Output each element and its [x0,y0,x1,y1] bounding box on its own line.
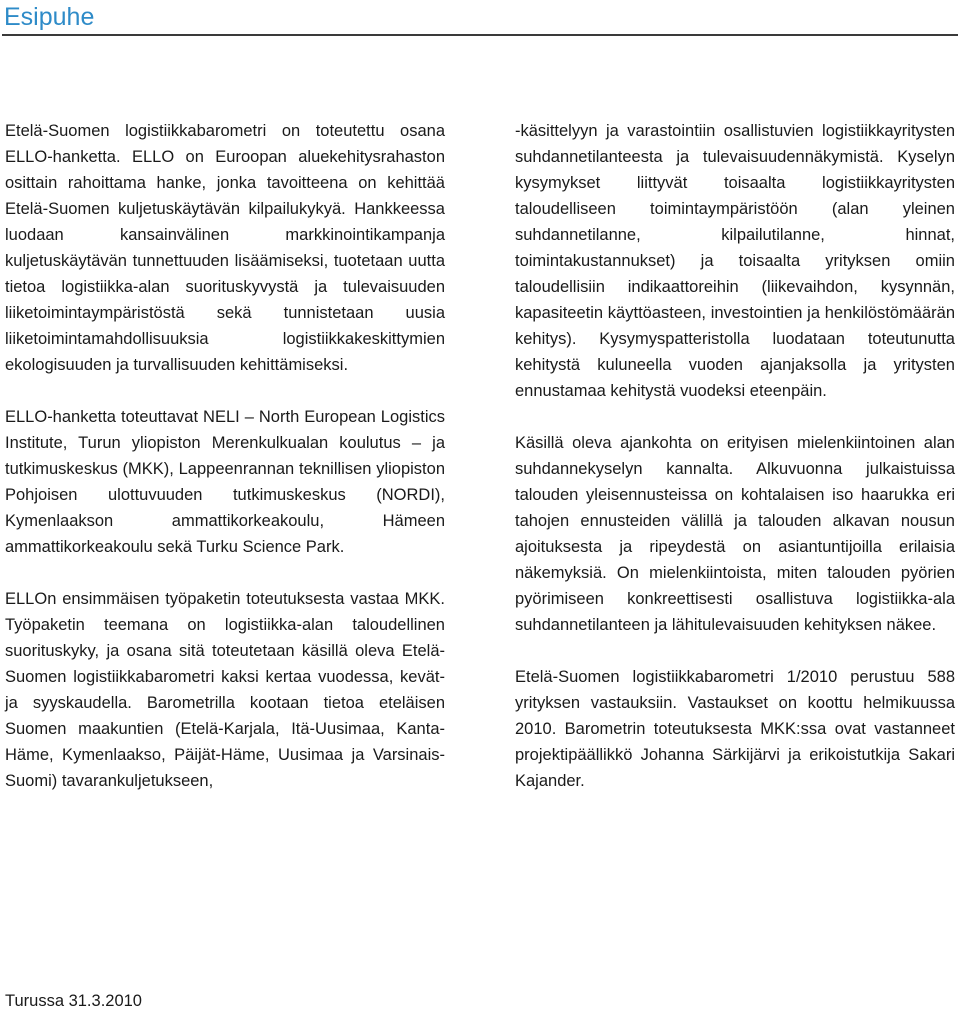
paragraph-survey-content: -käsittelyyn ja varastointiin osallistuvien logistiikkayritysten suhdannetilanteesta ja tulevaisuudennäkymistä. Kyselyn kysymykset liittyvät toisaalta logistiikkayritysten taloudelliseen toimintaympäristöön (alan yleinen suhdannetilanne, kilpailutilanne, hinnat, toimintakustannukset) ja toisaalta yrityksen omiin taloudellisiin indikaattoreihin (liikevaihdon, kysynnän, kapasiteetin käyttöasteen, investointien ja henkilöstömäärän kehitys). Kysymyspatteristolla luodataan toteutunutta kehitystä kuluneella vuoden ajanjaksolla ja yritysten ennustamaa kehitystä vuodeksi eteenpäin. [515,122,955,400]
paragraph-ello-intro: Etelä-Suomen logistiikkabarometri on toteutettu osana ELLO-hanketta. ELLO on Euroopan aluekehitysrahaston osittain rahoittama hanke, jonka tavoitteena on kehittää Etelä-Suomen kuljetuskäytävän kilpailukykyä. Hankkeessa luodaan kansainvälinen markkinointikampanja kuljetuskäytävän tunnettuuden lisäämiseksi, tuotetaan uutta tietoa logistiikka-alan suorituskyvystä ja tulevaisuuden liiketoimintaympäristöstä sekä tunnistetaan uusia liiketoimintamahdollisuuksia logistiikkakeskittymien ekologisuuden ja turvallisuuden kehittämiseksi. [5,122,445,374]
left-column [5,118,445,794]
right-column [515,118,955,794]
paragraph-first-workpackage: ELLOn ensimmäisen työpaketin toteutuksesta vastaa MKK. Työpaketin teemana on logistiikka-alan taloudellinen suorituskyky, ja osana sitä toteutetaan käsillä oleva Etelä-Suomen logistiikkabarometri kaksi kertaa vuodessa, kevät- ja syyskaudella. Barometrilla kootaan tietoa eteläisen Suomen maakuntien (Etelä-Karjala, Itä-Uusimaa, Kanta-Häme, Kymenlaakso, Päijät-Häme, Uusimaa ja Varsinais-Suomi) tavarankuljetukseen, [5,590,445,790]
paragraph-current-timing: Käsillä oleva ajankohta on erityisen mielenkiintoinen alan suhdannekyselyn kannalta. Alkuvuonna julkaistuissa talouden yleisennusteissa on kohtalaisen iso haarukka eri tahojen ennusteiden välillä ja talouden alkavan nousun ajoituksesta ja ripeydestä on asiantuntijoilla erilaisia näkemyksiä. On mielenkiintoista, miten talouden pyörien pyörimiseen konkreettisesti osallistuva logistiikka-ala suhdannetilanteen ja lähitulevaisuuden kehityksen näkee. [515,434,955,634]
page-title: Esipuhe [4,3,95,31]
paragraph-barometer-responses: Etelä-Suomen logistiikkabarometri 1/2010 perustuu 588 yrityksen vastauksiin. Vastaukset on koottu helmikuussa 2010. Barometrin toteutuksesta MKK:ssa ovat vastanneet projektipäällikkö Johanna Särkijärvi ja erikoistutkija Sakari Kajander. [515,668,955,790]
paragraph-ello-partners: ELLO-hanketta toteuttavat NELI – North European Logistics Institute, Turun yliopiston Merenkulkualan koulutus – ja tutkimuskeskus (MKK), Lappeenrannan teknillisen yliopiston Pohjoisen ulottuvuuden tutkimuskeskus (NORDI), Kymenlaakson ammattikorkeakoulu, Hämeen ammattikorkeakoulu sekä Turku Science Park. [5,408,445,556]
title-divider [2,34,958,36]
footer-date: Turussa 31.3.2010 [5,992,142,1010]
